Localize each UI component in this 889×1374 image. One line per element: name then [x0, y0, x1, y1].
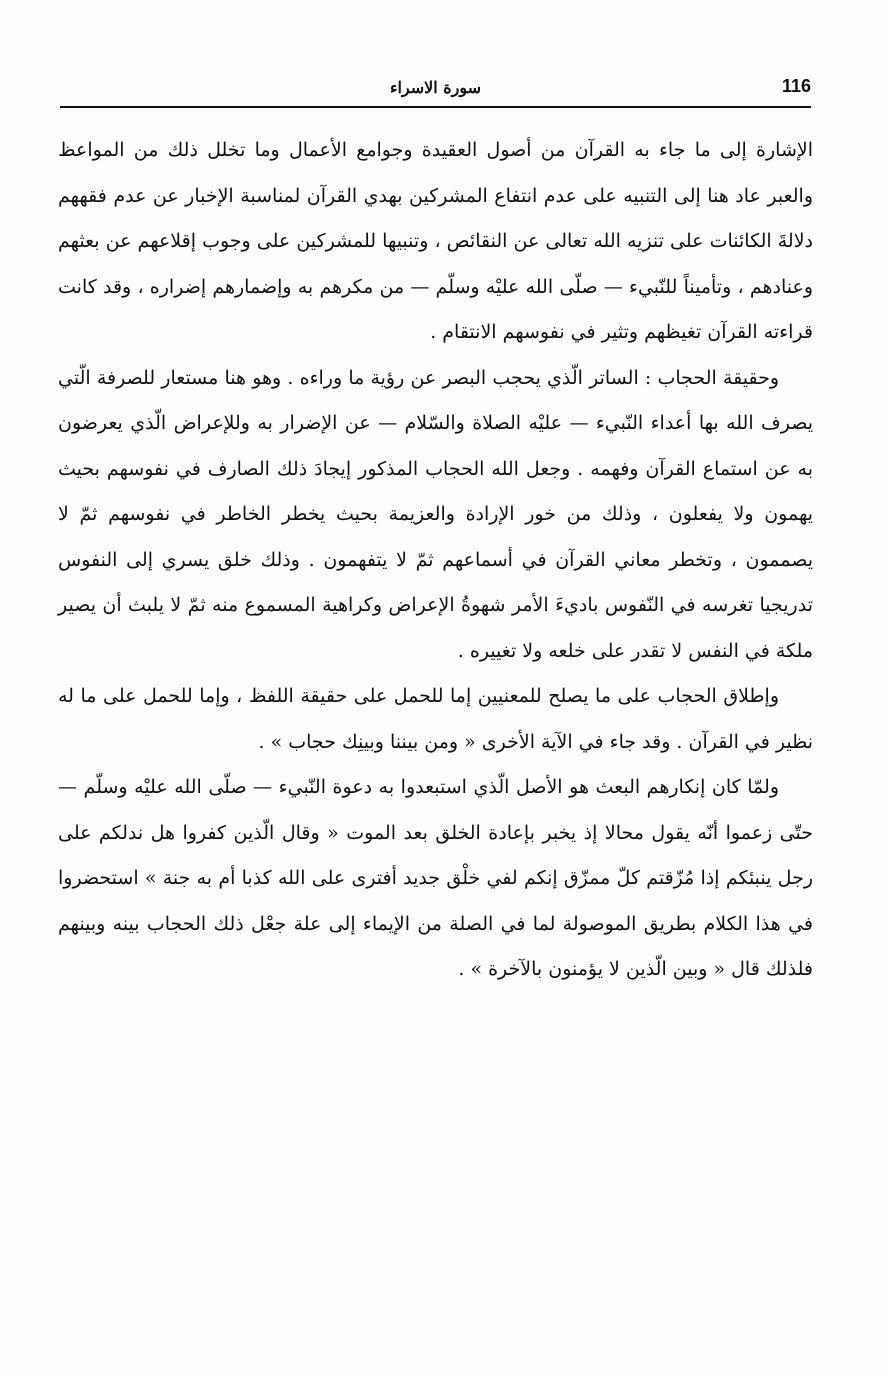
paragraph: وحقيقة الحجاب : الساتر الّذي يحجب البصر عن رؤية ما وراءه . وهو هنا مستعار للصرفة الّتي يصرف الله بها أعداء النّبيء — عليْه الصلاة والسّلام — عن الإضرار به وللإعراض الّذي يعرضون به عن استماع القرآن وفهمه . وجعل الله الحجاب المذكور إيجادَ ذلك الصارف في نفوسهم بحيث يهمون ولا يفعلون ، وذلك من خور الإرادة والعزيمة بحيث يخطر الخاطر في نفوسهم ثمّ لا يصممون ، وتخطر معاني القرآن في أسماعهم ثمّ لا يتفهمون . وذلك خلق يسري إلى النفوس تدريجيا تغرسه في النّفوس باديءَ الأمر شهوةُ الإعراض وكراهية المسموع منه ثمّ لا يلبث أن يصير ملكة في النفس لا تقدر على خلعه ولا تغييره .	[58, 366, 813, 662]
paragraph: ولمّا كان إنكارهم البعث هو الأصل الّذي استبعدوا به دعوة النّبيء — صلّى الله عليْه وسلّم — حتّى زعموا أنّه يقول محالا إذ يخبر بإعادة الخلق بعد الموت « وقال الّذين كفروا هل ندلكم على رجل ينبئكم إذا مُزّقتم كلّ ممزّق إنكم لفي خلْق جديد أفترى على الله كذبا أم به جنة » استحضروا في هذا الكلام بطريق الموصولة لما في الصلة من الإيماء إلى علة جعْل ذلك الحجاب بينه وبينهم فلذلك قال « وبين الّذين لا يؤمنون بالآخرة » .	[58, 776, 813, 980]
paragraph: الإشارة إلى ما جاء به القرآن من أصول العقيدة وجوامع الأعمال وما تخلل ذلك من المواعظ والعبر عاد هنا إلى التنبيه على عدم انتفاع المشركين بهدي القرآن لمناسبة الإخبار عن عدم فقههم دلالةَ الكائنات على تنزيه الله تعالى عن النقائص ، وتنبيها للمشركين على وجوب إقلاعهم عن بعثهم وعنادهم ، وتأميناً للنّبيء — صلّى الله عليْه وسلّم — من مكرهم به وإضمارهم إضراره ، وقد كانت قراءته القرآن تغيظهم وتثير في نفوسهم الانتقام .	[58, 139, 813, 343]
page-number: 116	[781, 76, 811, 96]
body-text	[58, 128, 813, 993]
page-header	[60, 72, 811, 108]
surah-title: سورة الاسراء	[389, 78, 482, 97]
paragraph: وإطلاق الحجاب على ما يصلح للمعنيين إما للحمل على حقيقة اللفظ ، وإما للحمل على ما له نظير في القرآن . وقد جاء في الآية الأخرى « ومن بيننا وبينِك حجاب » .	[58, 685, 813, 753]
